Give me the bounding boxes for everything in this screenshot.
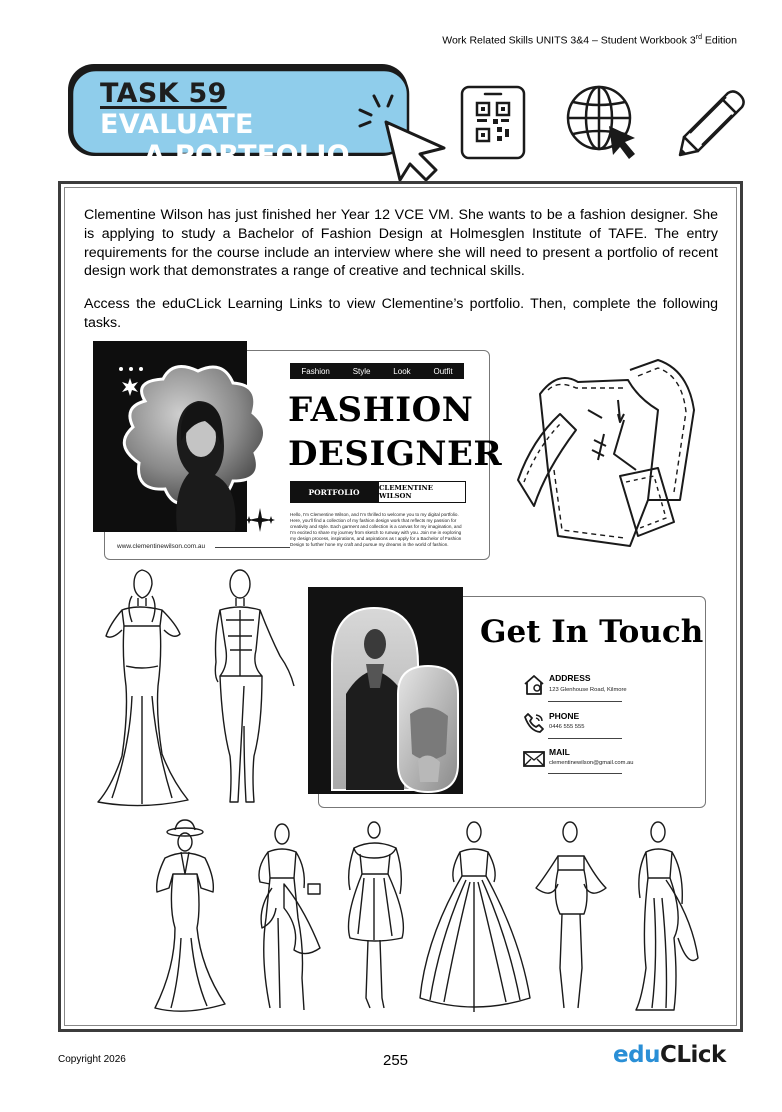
qr-code-icon [459, 85, 527, 160]
mail-value: clementinewilson@gmail.com.au [549, 760, 634, 766]
phone-icon [522, 711, 546, 735]
header-text: Work Related Skills UNITS 3&4 – Student Workbook 3 [442, 34, 696, 47]
mail-icon [522, 749, 546, 769]
task-title-line2: A PORTFOLIO [144, 140, 350, 171]
sparkle-icon [244, 506, 276, 534]
address-label: ADDRESS [549, 673, 591, 683]
phone-divider [548, 738, 622, 739]
mini-dress-sketch [530, 818, 610, 1016]
logo-part-edu: edu [613, 1042, 660, 1068]
educlick-logo [613, 1042, 726, 1068]
phone-value: 0446 555 555 [549, 724, 585, 730]
website-text: www.clementinewilson.com.au [117, 543, 206, 550]
cursor-click-icon [352, 88, 452, 184]
phone-label: PHONE [549, 711, 580, 721]
header-superscript: rd [695, 34, 702, 41]
intro-paragraph-2: Access the eduCLick Learning Links to view Clementine’s portfolio. Then, complete the following tasks. [84, 296, 718, 331]
running-header [442, 34, 737, 47]
mermaid-gown-sketch [92, 566, 196, 812]
nav-item-outfit: Outfit [433, 366, 453, 376]
cover-title-line1: FASHION [288, 390, 474, 430]
contact-photos [328, 604, 468, 794]
mail-label: MAIL [549, 747, 570, 757]
header-suffix: Edition [701, 34, 737, 47]
draped-gown-sketch [622, 818, 702, 1016]
ruffle-outfit-sketch [244, 818, 328, 1016]
website-divider [215, 547, 290, 548]
task-title [100, 78, 360, 171]
mail-divider [548, 773, 622, 774]
cover-nav-bar [290, 363, 464, 379]
hat-gown-sketch [135, 818, 231, 1016]
globe-cursor-icon [563, 82, 643, 164]
nav-item-style: Style [352, 366, 371, 376]
portfolio-label: PORTFOLIO [290, 481, 378, 503]
address-value: 123 Glenhouse Road, Kilmore [549, 687, 627, 693]
address-divider [548, 701, 622, 702]
task-instructions [84, 206, 718, 347]
task-title-line1: EVALUATE [100, 109, 254, 140]
nav-item-look: Look [393, 366, 411, 376]
cover-bio: Hello, I'm Clementine Wilson, and I'm thrilled to welcome you to my digital portfolio. Here, you'll find a collection of my fashion design work that reflects my passion for creativity and style. Each garment and collection is a canvas for my imagination, and I'm excited to share my journey from sketch to runway with you. Join me in exploring my design process, inspirations, and aspirations as I apply for a Bachelor of Fashion Design to further hone my craft and pursue my dreams in the world of fashion. [290, 512, 462, 547]
home-address-icon [522, 673, 546, 697]
logo-part-click: CLick [659, 1042, 726, 1068]
pencil-icon [676, 87, 748, 159]
cover-title-line2: DESIGNER [288, 434, 503, 474]
pattern-pieces-sketch [498, 350, 708, 560]
copyright-text: Copyright 2026 [58, 1054, 126, 1065]
intro-paragraph-1: Clementine Wilson has just finished her Year 12 VCE VM. She wants to be a fashion designer. She is applying to study a Bachelor of Fashion Design at Holmesglen Institute of TAFE. The entry requirements for the course include an interview where she will need to present a portfolio of recent design work that demonstrates a range of creative and technical skills. [84, 207, 718, 280]
full-skirt-dress-sketch [340, 818, 420, 1016]
designer-name-label: CLEMENTINE WILSON [378, 481, 466, 503]
task-number: TASK 59 [100, 78, 227, 109]
cover-title [288, 388, 502, 476]
contact-title: Get In Touch [480, 614, 704, 650]
nav-item-fashion: Fashion [301, 366, 330, 376]
page-number: 255 [383, 1052, 409, 1069]
ball-gown-sketch [416, 818, 534, 1016]
croquis-figure-sketch [200, 566, 304, 812]
